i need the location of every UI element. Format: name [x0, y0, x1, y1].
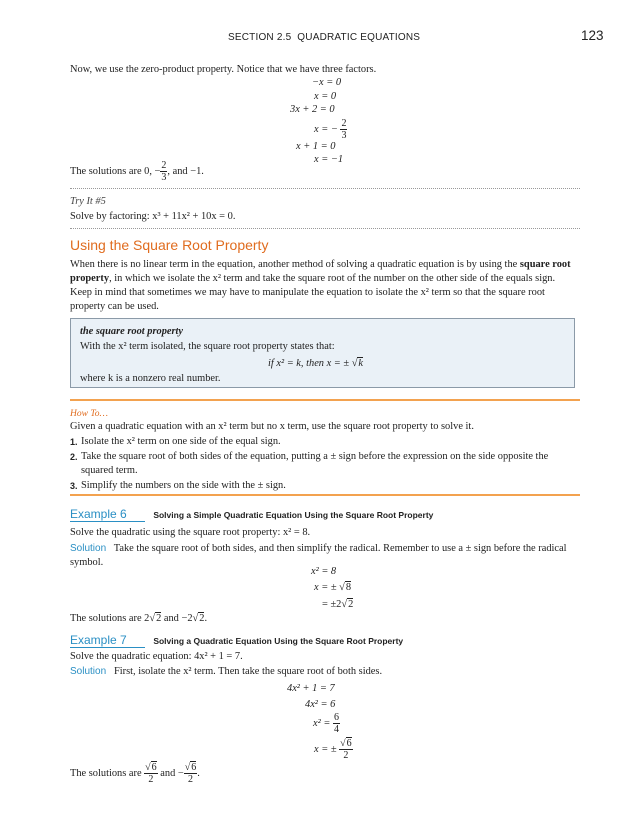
zp-eq-4-lhs: x = − [314, 123, 338, 135]
example-7-label: Example 7 [70, 633, 145, 648]
ex7-final-num-1: 6 [151, 762, 157, 773]
ex7-eq-4-lhs: x = ± [314, 743, 340, 755]
ex7-eq-3-lhs: x² = [313, 717, 333, 729]
try-it-text: Solve by factoring: x³ + 11x² + 10x = 0. [70, 211, 236, 222]
box-line-1: With the x² term isolated, the square root property states that: [80, 341, 335, 352]
howto-step-text: Simplify the numbers on the side with the ± sign. [81, 480, 286, 491]
ex7-final-den-1: 2 [148, 774, 154, 785]
ex7-final-post: . [197, 767, 200, 779]
ex6-eq-3-pre: = ±2 [322, 599, 342, 610]
ex6-eq-2: x = ± √8 [314, 582, 352, 593]
intro-text: Now, we use the zero-product property. Notice that we have three factors. [70, 64, 377, 75]
solutions-1-num: 2 [161, 160, 167, 171]
section-p1b: , in which we isolate the x² term and take the square root of the number on the other side of the equals sign. Keep in mind that sometimes we may have to manipulate the equation to isolate the x² term so that the square root property can be used. [70, 273, 556, 312]
divider [70, 228, 580, 229]
howto-step [70, 435, 575, 449]
ex7-eq-4-den: 2 [343, 750, 349, 761]
ex7-eq-3-den: 4 [333, 724, 339, 735]
zp-eq-4-den: 3 [341, 130, 347, 141]
howto-label: How To… [70, 409, 108, 419]
section-label: SECTION 2.5 [228, 32, 292, 43]
howto-step-number: 3. [70, 481, 78, 491]
example-7-solution-label: Solution [70, 666, 107, 677]
ex7-eq-3 [313, 712, 340, 735]
example-7-solution-text: First, isolate the x² term. Then take the square root of both sides. [113, 666, 383, 677]
solutions-1-den: 3 [161, 172, 167, 183]
example-6-header [70, 507, 433, 523]
solutions-1-post: , and −1. [167, 165, 204, 177]
running-header [228, 31, 420, 45]
example-6-solution-label: Solution [70, 543, 107, 554]
example-7-header [70, 633, 403, 649]
howto-step [70, 479, 575, 493]
example-6-prompt: Solve the quadratic using the square root property: x² = 8. [70, 527, 311, 538]
ex6-eq-2-pre: x = ± [314, 582, 340, 593]
howto-steps [70, 435, 575, 493]
section-heading: Using the Square Root Property [70, 237, 269, 253]
zp-eq-2: x = 0 [314, 91, 337, 102]
ex6-final-rad-1: 2 [156, 613, 162, 624]
ex6-eq-3: = ±2√2 [322, 599, 354, 610]
example-7-final: The solutions are $\frac{√6}{2}$ and − $\frac{√6}{2}$ . [70, 762, 200, 785]
example-6-label: Example 6 [70, 507, 145, 522]
example-7-title: Solving a Quadratic Equation Using the Square Root Property [153, 636, 404, 646]
ex6-final-rad-2: 2 [199, 613, 205, 624]
ex7-eq-2: 4x² = 6 [305, 699, 336, 710]
example-7-solution [70, 665, 575, 679]
ex6-final-post: . [204, 613, 208, 624]
section-p1: When there is no linear term in the equation, another method of solving a quadratic equation is by using the [70, 259, 518, 270]
example-7-prompt: Solve the quadratic equation: 4x² + 1 = 7. [70, 651, 243, 662]
box-formula: if x² = k, then x = ± √k [268, 358, 364, 369]
try-it-label: Try It #5 [70, 196, 106, 207]
zp-eq-4-num: 2 [341, 118, 347, 129]
ex7-eq-4-num: 6 [346, 738, 352, 749]
howto-step-text: Take the square root of both sides of the equation, putting a ± sign before the expression on the side opposite the squared term. [81, 451, 549, 476]
howto-top-rule [70, 399, 580, 401]
howto-step-number: 2. [70, 452, 78, 462]
ex6-eq-3-radicand: 2 [348, 599, 354, 610]
zp-eq-3: 3x + 2 = 0 [290, 104, 335, 115]
howto-step [70, 450, 575, 478]
ex7-final-den-2: 2 [187, 774, 193, 785]
example-6-final: The solutions are 2√2 and −2√2. [70, 613, 208, 624]
ex7-final-pre: The solutions are [70, 767, 145, 779]
zp-eq-1: −x = 0 [312, 77, 342, 88]
ex6-final-pre: The solutions are 2 [70, 613, 150, 624]
ex6-eq-2-radicand: 8 [345, 582, 352, 593]
howto-step-text: Isolate the x² term on one side of the equal sign. [81, 436, 281, 447]
zp-eq-6: x = −1 [314, 154, 344, 165]
box-line-3: where k is a nonzero real number. [80, 373, 221, 384]
section-paragraph [70, 258, 575, 314]
ex7-eq-4: x = ± $\frac{√6}{2}$ [314, 738, 352, 761]
howto-intro: Given a quadratic equation with an x² term but no x term, use the square root property to solve it. [70, 421, 474, 432]
section-title: QUADRATIC EQUATIONS [297, 32, 421, 43]
box-title: the square root property [80, 326, 184, 337]
section-p1-bold: square root property [70, 259, 571, 284]
ex6-eq-1: x² = 8 [311, 566, 337, 577]
solutions-1-pre: The solutions are 0, − [70, 165, 161, 177]
ex7-eq-1: 4x² + 1 = 7 [287, 683, 335, 694]
example-6-solution-text: Take the square root of both sides, and then simplify the radical. Remember to use a ± sign before the radical symbol. [70, 543, 567, 568]
page-number: 123 [581, 28, 604, 43]
divider [70, 188, 580, 189]
howto-step-number: 1. [70, 437, 78, 447]
box-formula-radicand: k [358, 358, 364, 369]
ex6-final-mid: and −2 [161, 613, 193, 624]
definition-box [70, 318, 575, 388]
solutions-line-1 [70, 160, 204, 183]
ex7-final-num-2: 6 [191, 762, 197, 773]
howto-bottom-rule [70, 494, 580, 496]
ex7-final-mid: and − [157, 767, 184, 779]
zp-eq-4 [314, 118, 347, 141]
example-6-title: Solving a Simple Quadratic Equation Using the Square Root Property [153, 510, 434, 520]
box-formula-pre: if x² = k, then x = ± [268, 358, 352, 369]
zp-eq-5: x + 1 = 0 [296, 141, 336, 152]
ex7-eq-3-num: 6 [333, 712, 339, 723]
